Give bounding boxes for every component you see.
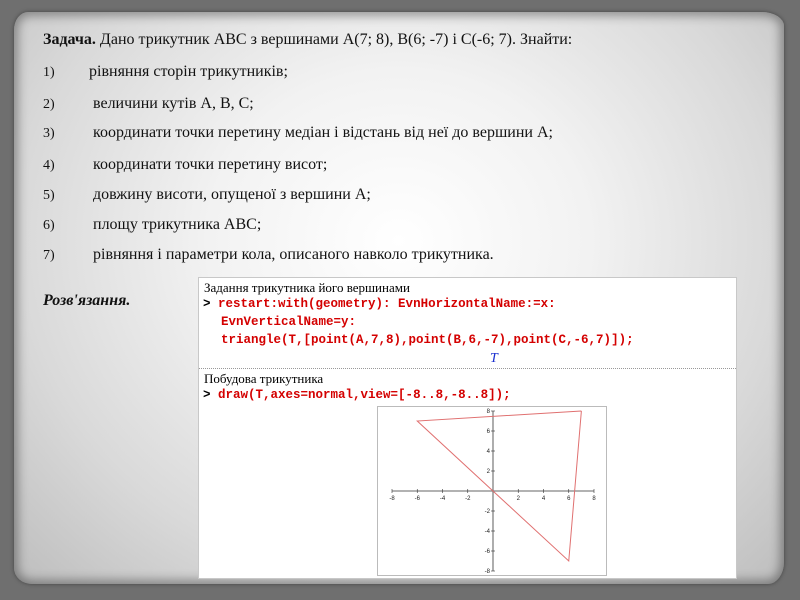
x-tick-label: 8 [592, 496, 596, 502]
command-line[interactable] [203, 297, 556, 311]
prompt-symbol: > [203, 388, 211, 402]
x-tick-label: -2 [465, 496, 471, 502]
list-item [43, 124, 553, 142]
prompt-symbol: > [203, 297, 211, 311]
list-item-number: 2) [43, 97, 55, 112]
list-item [43, 95, 254, 113]
section-header-define: Задання трикутника його вершинами [204, 280, 410, 295]
list-item-text: довжину висоти, опущеної з вершини A; [93, 186, 371, 203]
task-text: Дано трикутник ABC з вершинами A(7; 8), B(6; -7) і C(-6; 7). Знайти: [95, 31, 573, 48]
x-tick-label: 4 [541, 496, 546, 502]
y-tick-label: -6 [484, 549, 490, 555]
triangle-plot[interactable] [377, 406, 607, 576]
plot-svg [378, 407, 606, 575]
y-tick-label: -2 [484, 509, 490, 515]
list-item-text: площу трикутника ABC; [93, 216, 262, 233]
x-tick-label: -8 [389, 496, 395, 502]
command-text: draw(T,axes=normal,view=[-8..8,-8..8]); [218, 388, 511, 402]
list-item [43, 246, 494, 264]
command-output: T [490, 351, 498, 366]
maple-worksheet [198, 277, 737, 579]
list-item-number: 3) [43, 126, 55, 141]
y-tick-label: -4 [484, 529, 490, 535]
command-line[interactable]: triangle(T,[point(A,7,8),point(B,6,-7),point(C,-6,7)]); [221, 333, 634, 347]
y-tick-label: -8 [484, 569, 490, 575]
section-header-plot: Побудова трикутника [204, 371, 324, 386]
y-tick-label: 4 [486, 449, 490, 455]
x-tick-label: 2 [516, 496, 520, 502]
y-tick-label: 8 [486, 409, 490, 415]
list-item-text: величини кутів A, B, C; [93, 95, 254, 112]
list-item-text: координати точки перетину медіан і відстань від неї до вершини A; [93, 124, 553, 141]
triangle-outline [414, 411, 581, 561]
list-item-number: 6) [43, 218, 55, 233]
list-item [43, 63, 288, 81]
list-item-number: 4) [43, 158, 55, 173]
list-item [43, 156, 327, 174]
separator [199, 368, 736, 369]
command-line[interactable]: EvnVerticalName=y: [221, 315, 357, 329]
task-label: Задача. [43, 31, 96, 48]
list-item-number: 1) [43, 65, 55, 80]
x-tick-label: -6 [414, 496, 420, 502]
x-tick-label: -4 [439, 496, 446, 502]
list-item-text: рівняння сторін трикутників; [89, 63, 288, 80]
command-text: restart:with(geometry): EvnHorizontalName:=x: [218, 297, 556, 311]
y-tick-label: 6 [486, 429, 490, 435]
list-item-text: координати точки перетину висот; [93, 156, 328, 173]
task-title [43, 31, 572, 49]
list-item-text: рівняння і параметри кола, описаного навколо трикутника. [93, 246, 494, 263]
y-tick-label: 2 [486, 469, 490, 475]
solution-label: Розв'язання. [43, 292, 131, 309]
list-item-number: 7) [43, 248, 55, 263]
list-item [43, 186, 371, 204]
list-item-number: 5) [43, 188, 55, 203]
list-item [43, 216, 261, 234]
x-tick-label: 6 [567, 496, 571, 502]
command-line[interactable] [203, 388, 511, 402]
